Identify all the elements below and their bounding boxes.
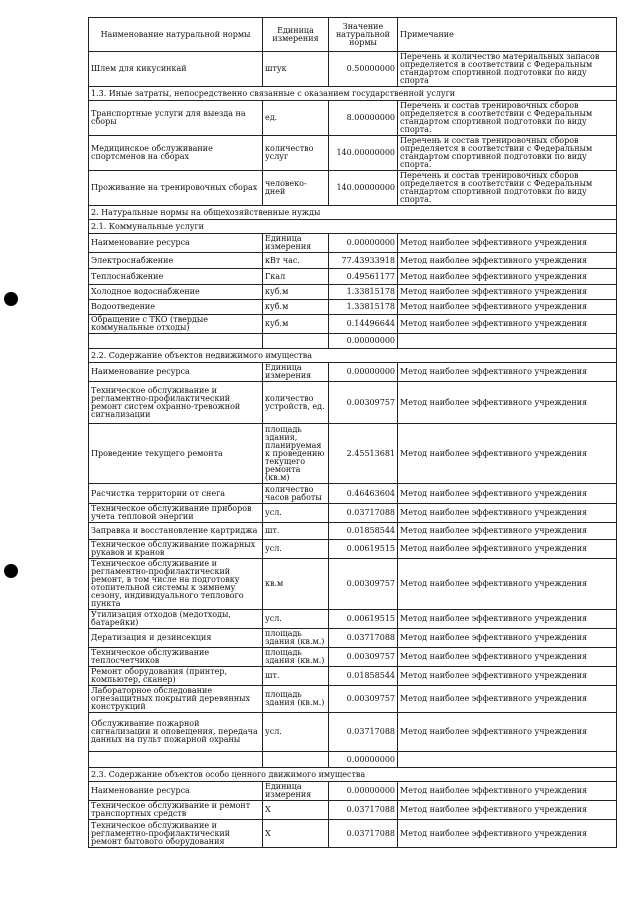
table-row: [89, 801, 617, 820]
section-title: 2.3. Содержание объектов особо ценного движимого имущества: [89, 768, 617, 782]
row-note: Метод наиболее эффективного учреждения: [398, 253, 617, 269]
row-unit: Единица измерения: [263, 363, 329, 382]
row-name: Наименование ресурса: [89, 363, 263, 382]
row-unit: куб.м: [263, 300, 329, 315]
table-row: [89, 363, 617, 382]
row-unit: шт.: [263, 523, 329, 540]
row-unit: Гкал: [263, 269, 329, 285]
row-name: Дератизация и дезинсекция: [89, 629, 263, 648]
table-row: [89, 101, 617, 136]
table-row: [89, 52, 617, 87]
row-unit: [263, 752, 329, 768]
row-name: Расчистка территории от снега: [89, 484, 263, 504]
row-name: Заправка и восстановление картриджа: [89, 523, 263, 540]
row-unit: кв.м: [263, 559, 329, 610]
table-row: [89, 484, 617, 504]
section-row: [89, 349, 617, 363]
row-unit: усл.: [263, 540, 329, 559]
row-value: 0.46463604: [329, 484, 398, 504]
row-name: Лабораторное обследование огнезащитных покрытий деревянных конструкций: [89, 686, 263, 713]
table-row: [89, 686, 617, 713]
section-row: [89, 87, 617, 101]
row-note: Метод наиболее эффективного учреждения: [398, 285, 617, 300]
row-name: Медицинское обслуживание спортсменов на сборах: [89, 136, 263, 171]
row-unit: Х: [263, 820, 329, 848]
row-note: Метод наиболее эффективного учреждения: [398, 610, 617, 629]
row-unit: площадь здания (кв.м.): [263, 686, 329, 713]
table-row: [89, 629, 617, 648]
table-row: [89, 234, 617, 253]
table-row: [89, 253, 617, 269]
norms-table: [88, 17, 617, 848]
table-row: [89, 300, 617, 315]
row-note: Метод наиболее эффективного учреждения: [398, 315, 617, 334]
row-name: Техническое обслуживание теплосчетчиков: [89, 648, 263, 667]
table-row: [89, 782, 617, 801]
table-row: [89, 610, 617, 629]
row-value: 0.03717088: [329, 713, 398, 752]
row-note: Перечень и состав тренировочных сборов определяется в соответствии с Федеральным стандартом спортивной подготовки по виду спорта.: [398, 136, 617, 171]
row-value: 0.03717088: [329, 504, 398, 523]
table-row: [89, 382, 617, 424]
row-note: Метод наиболее эффективного учреждения: [398, 648, 617, 667]
header-value: Значение натуральной нормы: [329, 18, 398, 52]
row-unit: шт.: [263, 667, 329, 686]
row-unit: Х: [263, 801, 329, 820]
row-unit: человеко-дней: [263, 171, 329, 206]
row-note: Метод наиболее эффективного учреждения: [398, 559, 617, 610]
row-note: Перечень и состав тренировочных сборов определяется в соответствии с Федеральным стандартом спортивной подготовки по виду спорта.: [398, 171, 617, 206]
row-value: 0.00619515: [329, 540, 398, 559]
row-value: 0.00000000: [329, 752, 398, 768]
row-value: 140.00000000: [329, 136, 398, 171]
punch-hole-bottom: [4, 564, 18, 578]
header-name: Наименование натуральной нормы: [89, 18, 263, 52]
row-note: Метод наиболее эффективного учреждения: [398, 504, 617, 523]
row-value: 0.14496644: [329, 315, 398, 334]
table-row: [89, 667, 617, 686]
row-unit: Единица измерения: [263, 782, 329, 801]
row-value: 0.03717088: [329, 629, 398, 648]
row-unit: усл.: [263, 504, 329, 523]
row-value: 0.03717088: [329, 820, 398, 848]
table-row: [89, 171, 617, 206]
row-unit: куб.м: [263, 315, 329, 334]
table-row: [89, 504, 617, 523]
row-note: Метод наиболее эффективного учреждения: [398, 667, 617, 686]
row-note: Метод наиболее эффективного учреждения: [398, 540, 617, 559]
row-name: Проведение текущего ремонта: [89, 424, 263, 484]
row-note: Метод наиболее эффективного учреждения: [398, 713, 617, 752]
row-value: 1.33815178: [329, 300, 398, 315]
table-row: [89, 648, 617, 667]
row-value: 0.00309757: [329, 382, 398, 424]
row-name: Шлем для кикусинкай: [89, 52, 263, 87]
row-value: 0.00309757: [329, 559, 398, 610]
row-name: Утилизация отходов (медотходы, батарейки): [89, 610, 263, 629]
row-value: 0.50000000: [329, 52, 398, 87]
header-note: Примечание: [398, 18, 617, 52]
row-note: [398, 752, 617, 768]
table-row: [89, 752, 617, 768]
header-unit: Единица измерения: [263, 18, 329, 52]
row-unit: усл.: [263, 610, 329, 629]
row-name: Обслуживание пожарной сигнализации и оповещения, передача данных на пульт пожарной охраны: [89, 713, 263, 752]
section-title: 2.1. Коммунальные услуги: [89, 220, 617, 234]
row-note: Метод наиболее эффективного учреждения: [398, 523, 617, 540]
row-value: 0.01858544: [329, 667, 398, 686]
section-title: 2.2. Содержание объектов недвижимого имущества: [89, 349, 617, 363]
row-note: Метод наиболее эффективного учреждения: [398, 801, 617, 820]
row-name: [89, 752, 263, 768]
row-name: Транспортные услуги для выезда на сборы: [89, 101, 263, 136]
row-value: 8.00000000: [329, 101, 398, 136]
row-value: 140.00000000: [329, 171, 398, 206]
section-row: [89, 768, 617, 782]
row-name: Ремонт оборудования (принтер, компьютер, сканер): [89, 667, 263, 686]
row-value: 0.03717088: [329, 801, 398, 820]
table-row: [89, 559, 617, 610]
row-note: Метод наиболее эффективного учреждения: [398, 686, 617, 713]
table-row: [89, 424, 617, 484]
section-title: 1.3. Иные затраты, непосредственно связанные с оказанием государственной услуги: [89, 87, 617, 101]
row-note: Метод наиболее эффективного учреждения: [398, 363, 617, 382]
row-note: Метод наиболее эффективного учреждения: [398, 300, 617, 315]
row-name: Техническое обслуживание и регламентно-профилактический ремонт, в том числе на подготовку отопительной системы к зимнему сезону, индивидуального теплового пункта: [89, 559, 263, 610]
row-note: Метод наиболее эффективного учреждения: [398, 269, 617, 285]
table-row: [89, 334, 617, 349]
row-note: Перечень и количество материальных запасов определяется в соответствии с Федеральным стандартом спортивной подготовки по виду спорта: [398, 52, 617, 87]
row-unit: ед.: [263, 101, 329, 136]
row-name: Холодное водоснабжение: [89, 285, 263, 300]
row-value: 0.00000000: [329, 234, 398, 253]
table-header-row: [89, 18, 617, 52]
section-row: [89, 206, 617, 220]
row-note: Метод наиболее эффективного учреждения: [398, 424, 617, 484]
table-row: [89, 820, 617, 848]
row-note: Метод наиболее эффективного учреждения: [398, 234, 617, 253]
row-name: Теплоснабжение: [89, 269, 263, 285]
row-name: Техническое обслуживание и ремонт транспортных средств: [89, 801, 263, 820]
row-value: 0.01858544: [329, 523, 398, 540]
row-value: 0.00309757: [329, 648, 398, 667]
row-name: Техническое обслуживание и регламентно-профилактический ремонт бытового оборудования: [89, 820, 263, 848]
row-note: Перечень и состав тренировочных сборов определяется в соответствии с Федеральным стандартом спортивной подготовки по виду спорта.: [398, 101, 617, 136]
row-unit: количество устройств, ед.: [263, 382, 329, 424]
row-note: Метод наиболее эффективного учреждения: [398, 629, 617, 648]
row-value: 1.33815178: [329, 285, 398, 300]
row-value: 2.45513681: [329, 424, 398, 484]
row-unit: площадь здания, планируемая к проведению текущего ремонта (кв.м): [263, 424, 329, 484]
row-name: Техническое обслуживание и регламентно-профилактический ремонт систем охранно-тревожной сигнализации: [89, 382, 263, 424]
row-note: [398, 334, 617, 349]
row-name: Водоотведение: [89, 300, 263, 315]
row-unit: количество часов работы: [263, 484, 329, 504]
row-name: Техническое обслуживание пожарных рукавов и кранов: [89, 540, 263, 559]
punch-hole-top: [4, 292, 18, 306]
section-title: 2. Натуральные нормы на общехозяйственные нужды: [89, 206, 617, 220]
table-row: [89, 315, 617, 334]
row-value: 0.00309757: [329, 686, 398, 713]
row-name: Проживание на тренировочных сборах: [89, 171, 263, 206]
row-name: Техническое обслуживание приборов учета тепловой энергии: [89, 504, 263, 523]
row-value: 0.00619515: [329, 610, 398, 629]
row-name: [89, 334, 263, 349]
row-unit: кВт час.: [263, 253, 329, 269]
row-value: 77.43933918: [329, 253, 398, 269]
row-note: Метод наиболее эффективного учреждения: [398, 382, 617, 424]
table-row: [89, 713, 617, 752]
section-row: [89, 220, 617, 234]
row-unit: куб.м: [263, 285, 329, 300]
row-value: 0.49561177: [329, 269, 398, 285]
table-row: [89, 136, 617, 171]
row-unit: количество услуг: [263, 136, 329, 171]
row-unit: Единица измерения: [263, 234, 329, 253]
row-unit: [263, 334, 329, 349]
table-row: [89, 285, 617, 300]
row-value: 0.00000000: [329, 363, 398, 382]
row-note: Метод наиболее эффективного учреждения: [398, 820, 617, 848]
row-unit: усл.: [263, 713, 329, 752]
row-name: Наименование ресурса: [89, 234, 263, 253]
row-value: 0.00000000: [329, 782, 398, 801]
table-row: [89, 523, 617, 540]
row-name: Электроснабжение: [89, 253, 263, 269]
row-note: Метод наиболее эффективного учреждения: [398, 782, 617, 801]
row-unit: площадь здания (кв.м.): [263, 648, 329, 667]
table-row: [89, 540, 617, 559]
row-value: 0.00000000: [329, 334, 398, 349]
row-name: Обращение с ТКО (твердые коммунальные отходы): [89, 315, 263, 334]
table-row: [89, 269, 617, 285]
row-unit: площадь здания (кв.м.): [263, 629, 329, 648]
row-name: Наименование ресурса: [89, 782, 263, 801]
row-unit: штук: [263, 52, 329, 87]
row-note: Метод наиболее эффективного учреждения: [398, 484, 617, 504]
